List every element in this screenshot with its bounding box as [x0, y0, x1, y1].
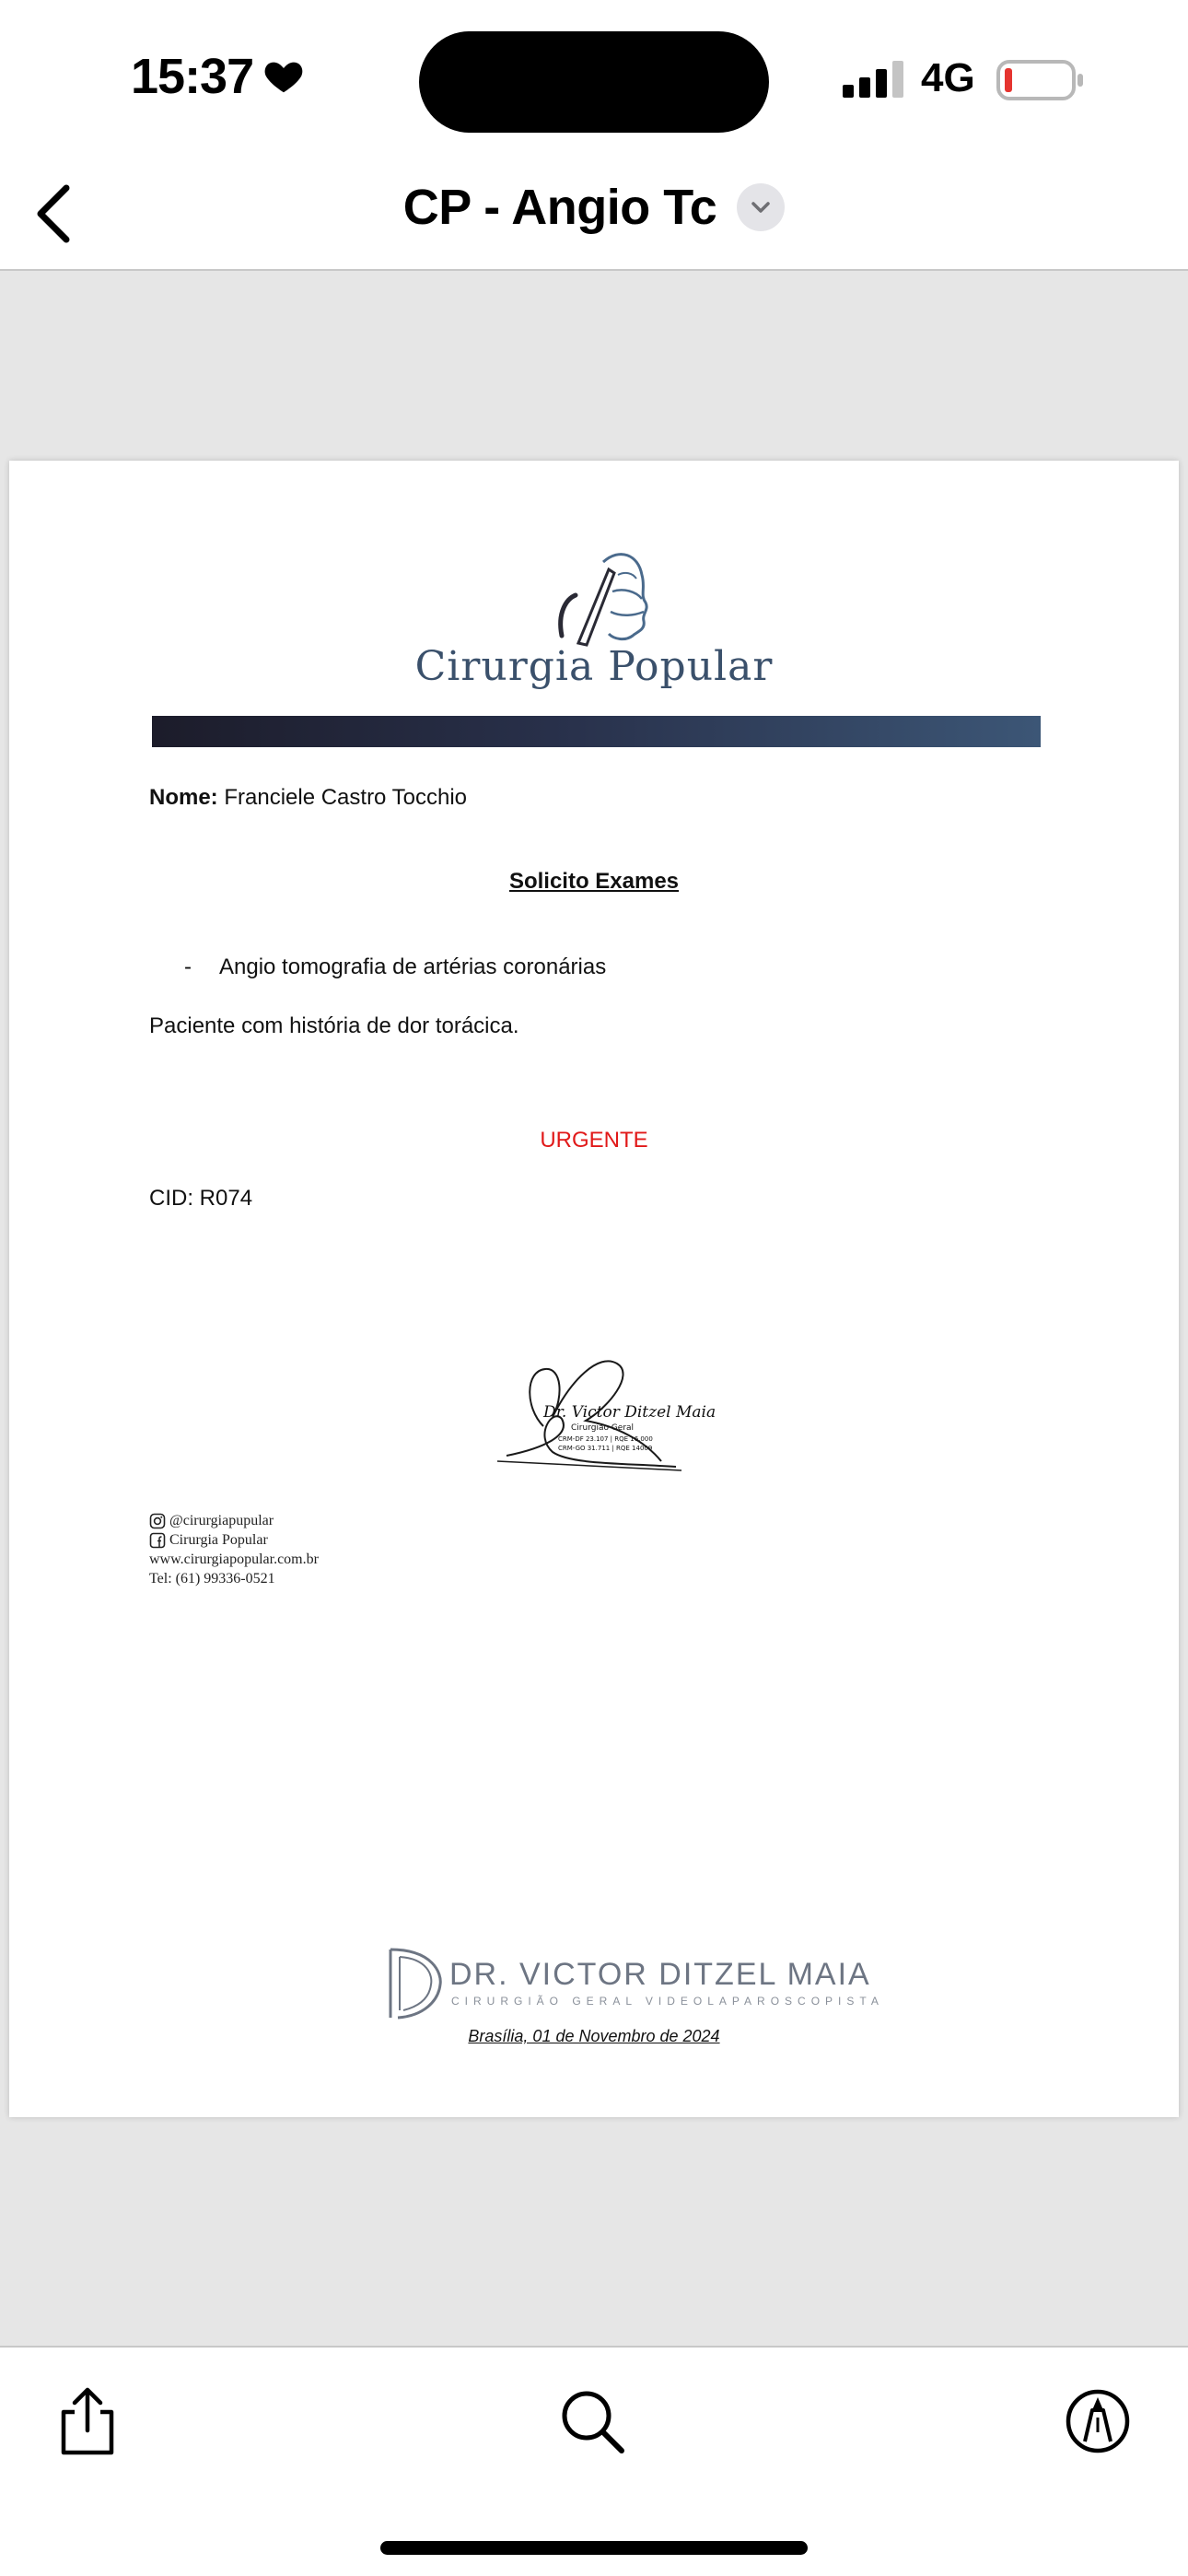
doctor-signature-stamp [497, 1352, 716, 1480]
signal-icon [843, 61, 905, 98]
footer-subtitle: CIRURGIÃO GERAL VIDEOLAPAROSCOPISTA [451, 1995, 884, 2008]
brand-name: Cirurgia Popular [414, 643, 774, 690]
monogram-d-logo [387, 1946, 444, 2021]
request-heading: Solicito Exames [508, 869, 680, 894]
exam-name: Angio tomografia de artérias coronárias [219, 954, 607, 979]
status-time [131, 48, 305, 105]
markup-icon[interactable] [1061, 2384, 1135, 2458]
chevron-down-icon [748, 194, 774, 220]
name-label: Nome: [149, 785, 218, 810]
dynamic-island [419, 31, 769, 133]
instagram-handle: @cirurgiapupular [169, 1513, 274, 1528]
search-icon[interactable] [555, 2384, 629, 2458]
instagram-row [149, 1511, 319, 1530]
footer-doctor-name: DR. VICTOR DITZEL MAIA [449, 1957, 871, 1992]
signature-crm-2: CRM-GO 31.711 | RQE 14009 [558, 1445, 653, 1452]
document-title: CP - Angio Tc [402, 180, 717, 235]
clinical-history: Paciente com história de dor torácica. [149, 1013, 519, 1038]
facebook-row [149, 1530, 319, 1550]
share-icon[interactable] [51, 2384, 124, 2458]
priority-label: URGENTE [540, 1128, 648, 1153]
pdf-page [9, 461, 1179, 2117]
phone: Tel: (61) 99336-0521 [149, 1571, 275, 1587]
battery-low-icon [996, 59, 1085, 101]
network-label: 4G [921, 55, 975, 100]
signature-specialty: Cirurgião Geral [571, 1423, 635, 1433]
title-dropdown[interactable] [737, 183, 785, 231]
time-text: 15:37 [131, 49, 254, 104]
brand-logo [428, 534, 760, 719]
patient-name: Franciele Castro Tocchio [224, 785, 468, 810]
status-bar [0, 0, 1188, 157]
facebook-icon [149, 1532, 166, 1549]
header-gradient-bar [152, 716, 1041, 747]
website: www.cirurgiapopular.com.br [149, 1551, 319, 1567]
signature-crm: CRM-DF 23.107 | RQE 16.000 [558, 1435, 653, 1443]
home-indicator [380, 2541, 808, 2555]
contact-info [149, 1511, 319, 1588]
document-date: Brasília, 01 de Novembro de 2024 [468, 2027, 720, 2045]
patient-name-line [149, 785, 467, 811]
cid-code: CID: R074 [149, 1186, 253, 1211]
signature-name: Dr. Victor Ditzel Maia [543, 1403, 716, 1422]
instagram-icon [149, 1513, 166, 1529]
nav-bar [0, 157, 1188, 271]
heart-icon [262, 55, 305, 98]
document-title-menu[interactable] [0, 179, 1188, 236]
facebook-page: Cirurgia Popular [169, 1532, 268, 1548]
bullet-dash: - [184, 954, 192, 979]
exam-list-item [184, 954, 606, 980]
